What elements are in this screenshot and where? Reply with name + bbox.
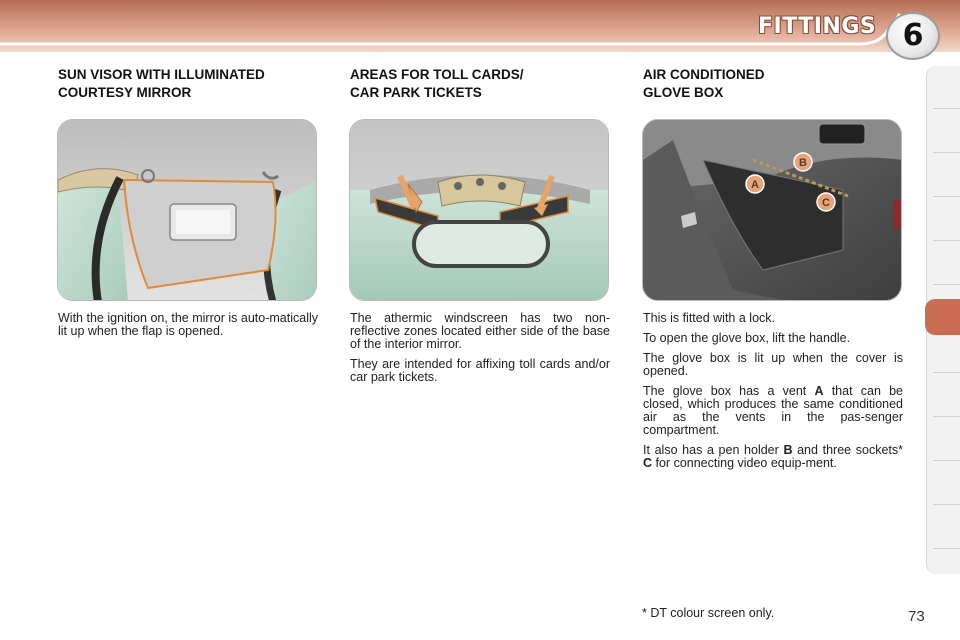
thumb-tab-divider xyxy=(933,108,960,109)
text-run: for connecting video equip-ment. xyxy=(652,456,837,470)
thumb-tab-divider xyxy=(933,372,960,373)
section-title-toll-cards xyxy=(350,66,524,102)
chapter-title: FITTINGS xyxy=(758,14,877,39)
thumb-tab-divider xyxy=(933,240,960,241)
page-number: 73 xyxy=(908,608,925,625)
sun-visor-description xyxy=(58,312,318,345)
paragraph: With the ignition on, the mirror is auto-matically lit up when the flap is opened. xyxy=(58,311,318,338)
label-b: B xyxy=(783,443,793,457)
thumb-tab-divider xyxy=(933,416,960,417)
chapter-number-badge xyxy=(886,12,940,60)
thumb-tab-divider xyxy=(933,196,960,197)
paragraph: This is fitted with a lock. xyxy=(643,311,775,325)
paragraph: The athermic windscreen has two non-reflective zones located either side of the base of the interior mirror. xyxy=(350,311,610,351)
glove-box-description xyxy=(643,312,903,477)
title-line: COURTESY MIRROR xyxy=(58,85,192,100)
sun-visor-photo xyxy=(57,119,317,301)
thumb-tab-divider xyxy=(933,284,960,285)
label-a: A xyxy=(814,384,824,398)
section-title-glove-box xyxy=(643,66,765,102)
windscreen-photo xyxy=(349,119,609,301)
title-line: CAR PARK TICKETS xyxy=(350,85,482,100)
thumb-tab-divider xyxy=(933,460,960,461)
chapter-thumb-tabs xyxy=(926,66,960,574)
paragraph: To open the glove box, lift the handle. xyxy=(643,331,851,345)
text-run: The glove box has a vent xyxy=(643,384,815,398)
paragraph: They are intended for affixing toll cards and/or car park tickets. xyxy=(350,357,610,384)
chapter-number: 6 xyxy=(902,18,924,53)
label-c: C xyxy=(643,456,653,470)
pen-holder-paragraph xyxy=(643,444,903,470)
thumb-tab-divider xyxy=(933,504,960,505)
text-run: It also has a pen holder xyxy=(643,443,784,457)
text-run: that can be closed, which produces the same conditioned air as the vents in the pas-senger compartment. xyxy=(643,384,903,437)
callout-b: B xyxy=(799,157,807,169)
paragraph: The glove box is lit up when the cover is opened. xyxy=(643,351,903,378)
text-run: and three sockets* xyxy=(792,443,903,457)
vent-paragraph xyxy=(643,385,903,437)
footnote: * DT colour screen only. xyxy=(642,606,775,620)
title-line: AIR CONDITIONED xyxy=(643,67,765,82)
section-title-sun-visor xyxy=(58,66,265,102)
title-line: GLOVE BOX xyxy=(643,85,724,100)
thumb-tab-divider xyxy=(933,548,960,549)
callout-c: C xyxy=(822,197,830,209)
toll-cards-description xyxy=(350,312,610,391)
thumb-tab-active-chapter[interactable] xyxy=(925,299,960,335)
title-line: AREAS FOR TOLL CARDS/ xyxy=(350,67,524,82)
glove-box-photo xyxy=(642,119,902,301)
thumb-tab-divider xyxy=(933,152,960,153)
title-line: SUN VISOR WITH ILLUMINATED xyxy=(58,67,265,82)
callout-a: A xyxy=(751,179,759,191)
